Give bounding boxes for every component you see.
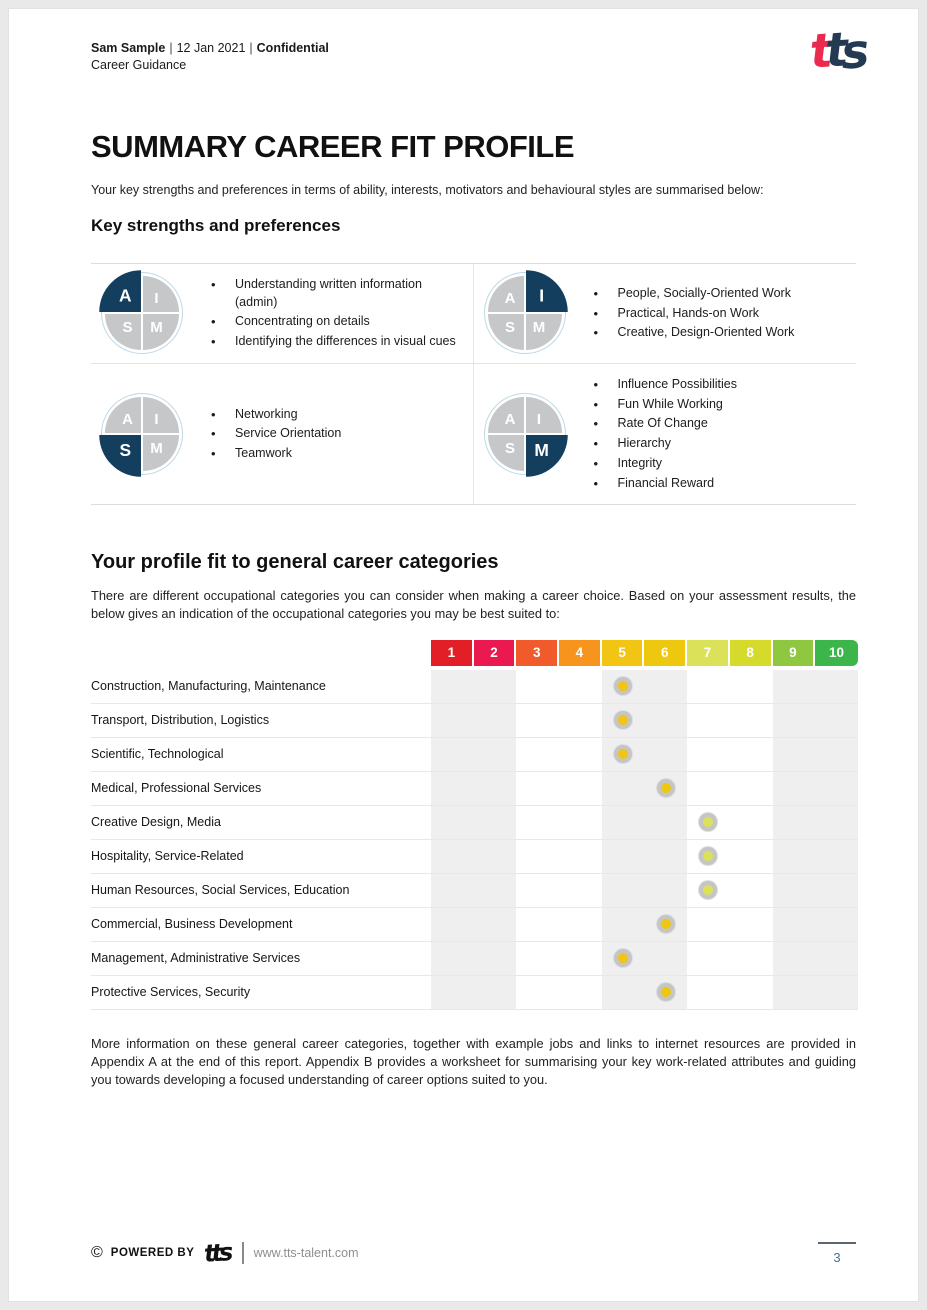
tts-logo <box>808 22 865 81</box>
score-cell-9 <box>773 738 816 771</box>
quadrant-M: M <box>143 314 179 350</box>
score-cell-6 <box>644 670 687 703</box>
strength-item: • Service Orientation <box>205 425 341 443</box>
score-cell-3 <box>516 908 559 941</box>
quadrant-icon-M <box>488 397 562 471</box>
separator: | <box>169 41 173 55</box>
quadrant-I: I <box>143 276 179 312</box>
category-label: Human Resources, Social Services, Education <box>91 883 350 898</box>
score-cell-9 <box>773 874 816 907</box>
score-cell-2 <box>474 738 517 771</box>
score-cell-2 <box>474 874 517 907</box>
score-cell-3 <box>516 840 559 873</box>
score-dot <box>614 711 632 729</box>
score-cell-6 <box>644 874 687 907</box>
score-dot <box>699 813 717 831</box>
score-dot <box>699 847 717 865</box>
strength-cell-I <box>474 264 857 364</box>
strength-item: • Understanding written information (admin) <box>205 276 465 312</box>
strength-item: • Hierarchy <box>588 435 738 453</box>
career-fit-table <box>91 640 858 1010</box>
strength-item: • Rate Of Change <box>588 415 738 433</box>
scale-cell-7: 7 <box>687 640 730 666</box>
strength-item: • Practical, Hands-on Work <box>588 305 795 323</box>
score-cell-5 <box>602 806 645 839</box>
quadrant-icon-A <box>105 276 179 350</box>
scale-cell-1: 1 <box>431 640 474 666</box>
logo-letter: s <box>839 24 865 81</box>
score-cell-6 <box>644 704 687 737</box>
score-cell-4 <box>559 840 602 873</box>
score-cell-3 <box>516 806 559 839</box>
report-date: 12 Jan 2021 <box>176 41 246 55</box>
quadrant-M: M <box>526 435 568 477</box>
career-row <box>91 908 858 942</box>
strength-item: • Fun While Working <box>588 396 738 414</box>
quadrant-I: I <box>526 271 568 313</box>
score-cell-9 <box>773 942 816 975</box>
score-cell-8 <box>730 942 773 975</box>
quadrant-S: S <box>488 435 524 471</box>
score-cell-9 <box>773 806 816 839</box>
closing-text: More information on these general career categories, together with example jobs and links to internet resources are provided in Appendix A at the end of this report. Appendix B provides a worksheet for summarising your key work-related attributes and guiding you towards developing a focused understanding of career options suited to you. <box>91 1035 856 1087</box>
scale-cell-9: 9 <box>773 640 816 666</box>
score-cell-7 <box>687 738 730 771</box>
score-cell-7 <box>687 976 730 1009</box>
score-cell-5 <box>602 772 645 805</box>
score-cell-8 <box>730 874 773 907</box>
score-dot <box>614 949 632 967</box>
strength-item: • People, Socially-Oriented Work <box>588 285 795 303</box>
separator: | <box>249 41 253 55</box>
score-cell-5 <box>602 738 645 771</box>
strength-item: • Influence Possibilities <box>588 376 738 394</box>
career-row <box>91 806 858 840</box>
score-cell-4 <box>559 908 602 941</box>
score-cell-8 <box>730 772 773 805</box>
category-label: Protective Services, Security <box>91 985 251 1000</box>
category-label: Scientific, Technological <box>91 747 224 762</box>
score-cell-10 <box>815 942 858 975</box>
score-cell-10 <box>815 704 858 737</box>
intro-text: Your key strengths and preferences in terms of ability, interests, motivators and behavioural styles are summarised below: <box>91 183 764 197</box>
score-cell-1 <box>431 738 474 771</box>
score-cell-1 <box>431 874 474 907</box>
score-cell-2 <box>474 806 517 839</box>
score-cell-7 <box>687 670 730 703</box>
category-label: Commercial, Business Development <box>91 917 293 932</box>
score-cell-6 <box>644 738 687 771</box>
score-cell-6 <box>644 942 687 975</box>
quadrant-M: M <box>526 314 562 350</box>
scale-cell-2: 2 <box>474 640 517 666</box>
score-cell-2 <box>474 670 517 703</box>
quadrant-I: I <box>526 397 562 433</box>
score-cell-7 <box>687 908 730 941</box>
quadrant-S: S <box>488 314 524 350</box>
header <box>91 22 865 101</box>
scale-header-row <box>91 640 858 666</box>
score-cell-9 <box>773 840 816 873</box>
score-cell-10 <box>815 670 858 703</box>
strengths-heading: Key strengths and preferences <box>91 215 341 235</box>
confidential-label: Confidential <box>256 41 329 55</box>
footer-tts-logo: tts <box>203 1238 231 1268</box>
score-cell-4 <box>559 772 602 805</box>
powered-by-label: POWERED BY <box>110 1247 195 1259</box>
quadrant-S: S <box>99 435 141 477</box>
strength-list <box>588 374 738 495</box>
score-cell-9 <box>773 670 816 703</box>
career-row <box>91 772 858 806</box>
score-cell-1 <box>431 704 474 737</box>
score-cell-7 <box>687 806 730 839</box>
strength-item: • Concentrating on details <box>205 313 465 331</box>
score-cell-2 <box>474 772 517 805</box>
category-label: Medical, Professional Services <box>91 781 262 796</box>
score-cell-2 <box>474 976 517 1009</box>
score-cell-3 <box>516 670 559 703</box>
score-cell-10 <box>815 874 858 907</box>
careers-intro: There are different occupational categories you can consider when making a career choice. Based on your assessment results, the below gives an indication of the occupational categories you may be best suited to: <box>91 588 856 622</box>
score-cell-7 <box>687 772 730 805</box>
score-cell-4 <box>559 942 602 975</box>
strength-cell-A <box>91 264 474 364</box>
copyright-icon: © <box>91 1244 103 1261</box>
scale-cell-3: 3 <box>516 640 559 666</box>
category-label: Creative Design, Media <box>91 815 221 830</box>
score-cell-5 <box>602 976 645 1009</box>
page-title: SUMMARY CAREER FIT PROFILE <box>91 129 575 164</box>
score-cell-1 <box>431 806 474 839</box>
score-cell-9 <box>773 704 816 737</box>
report-page <box>8 8 919 1302</box>
score-cell-6 <box>644 908 687 941</box>
career-row <box>91 704 858 738</box>
score-cell-9 <box>773 772 816 805</box>
score-cell-1 <box>431 772 474 805</box>
score-cell-5 <box>602 908 645 941</box>
score-cell-8 <box>730 738 773 771</box>
score-cell-7 <box>687 942 730 975</box>
logo-letter: t <box>823 22 843 79</box>
scale-cell-6: 6 <box>644 640 687 666</box>
score-cell-5 <box>602 670 645 703</box>
score-cell-10 <box>815 806 858 839</box>
strength-item: • Teamwork <box>205 445 341 463</box>
score-cell-9 <box>773 976 816 1009</box>
score-cell-4 <box>559 738 602 771</box>
strength-list <box>205 404 341 465</box>
category-label: Management, Administrative Services <box>91 951 301 966</box>
career-row <box>91 942 858 976</box>
strength-list <box>205 274 465 353</box>
score-cell-2 <box>474 942 517 975</box>
score-cell-4 <box>559 806 602 839</box>
category-label: Transport, Distribution, Logistics <box>91 713 270 728</box>
quadrant-A: A <box>488 397 524 433</box>
quadrant-A: A <box>99 271 141 313</box>
score-cell-3 <box>516 976 559 1009</box>
strength-item: • Financial Reward <box>588 475 738 493</box>
score-cell-4 <box>559 704 602 737</box>
score-cell-1 <box>431 908 474 941</box>
score-cell-10 <box>815 840 858 873</box>
quadrant-M: M <box>143 435 179 471</box>
score-cell-4 <box>559 976 602 1009</box>
strength-item: • Integrity <box>588 455 738 473</box>
footer-url[interactable]: www.tts-talent.com <box>253 1246 359 1260</box>
score-cell-3 <box>516 704 559 737</box>
quadrant-S: S <box>105 314 141 350</box>
strength-cell-S <box>91 364 474 505</box>
career-row <box>91 874 858 908</box>
scale-cell-5: 5 <box>602 640 645 666</box>
score-cell-2 <box>474 908 517 941</box>
scale-cell-8: 8 <box>730 640 773 666</box>
career-row <box>91 840 858 874</box>
strength-cell-M <box>474 364 857 505</box>
career-row <box>91 976 858 1010</box>
score-cell-8 <box>730 806 773 839</box>
score-cell-10 <box>815 908 858 941</box>
scale-spacer <box>91 640 431 666</box>
strength-item: • Creative, Design-Oriented Work <box>588 324 795 342</box>
careers-heading: Your profile fit to general career categories <box>91 551 499 574</box>
score-cell-1 <box>431 670 474 703</box>
score-cell-7 <box>687 874 730 907</box>
footer-divider <box>242 1242 244 1264</box>
strength-item: • Identifying the differences in visual cues <box>205 333 465 351</box>
score-dot <box>699 881 717 899</box>
score-dot <box>614 677 632 695</box>
strength-item: • Networking <box>205 406 341 424</box>
score-cell-3 <box>516 772 559 805</box>
score-cell-5 <box>602 840 645 873</box>
score-cell-8 <box>730 908 773 941</box>
score-cell-2 <box>474 704 517 737</box>
score-cell-3 <box>516 874 559 907</box>
score-cell-5 <box>602 874 645 907</box>
footer <box>91 1238 856 1268</box>
report-type: Career Guidance <box>91 58 187 72</box>
quadrant-A: A <box>105 397 141 433</box>
score-cell-6 <box>644 806 687 839</box>
score-cell-8 <box>730 976 773 1009</box>
logo-letter: t <box>808 23 828 80</box>
scale-cell-10: 10 <box>815 640 858 666</box>
score-cell-3 <box>516 942 559 975</box>
score-cell-3 <box>516 738 559 771</box>
user-name: Sam Sample <box>91 41 166 55</box>
score-cell-7 <box>687 704 730 737</box>
score-cell-6 <box>644 772 687 805</box>
score-cell-6 <box>644 840 687 873</box>
quadrant-icon-I <box>488 276 562 350</box>
score-cell-9 <box>773 908 816 941</box>
score-cell-10 <box>815 976 858 1009</box>
page-number: 3 <box>818 1242 856 1265</box>
category-label: Construction, Manufacturing, Maintenance <box>91 679 326 694</box>
score-dot <box>614 745 632 763</box>
score-cell-10 <box>815 772 858 805</box>
score-cell-8 <box>730 840 773 873</box>
score-cell-1 <box>431 942 474 975</box>
score-cell-8 <box>730 704 773 737</box>
strength-list <box>588 283 795 344</box>
score-dot <box>657 983 675 1001</box>
score-cell-6 <box>644 976 687 1009</box>
score-cell-1 <box>431 840 474 873</box>
score-cell-5 <box>602 942 645 975</box>
score-cell-4 <box>559 670 602 703</box>
quadrant-icon-S <box>105 397 179 471</box>
scale-cell-4: 4 <box>559 640 602 666</box>
score-cell-1 <box>431 976 474 1009</box>
quadrant-I: I <box>143 397 179 433</box>
score-dot <box>657 915 675 933</box>
score-cell-4 <box>559 874 602 907</box>
score-dot <box>657 779 675 797</box>
score-cell-2 <box>474 840 517 873</box>
score-cell-8 <box>730 670 773 703</box>
score-cell-7 <box>687 840 730 873</box>
category-label: Hospitality, Service-Related <box>91 849 244 864</box>
score-cell-5 <box>602 704 645 737</box>
career-row <box>91 670 858 704</box>
career-row <box>91 738 858 772</box>
header-meta <box>91 41 856 55</box>
score-cell-10 <box>815 738 858 771</box>
strengths-grid <box>91 263 856 506</box>
quadrant-A: A <box>488 276 524 312</box>
